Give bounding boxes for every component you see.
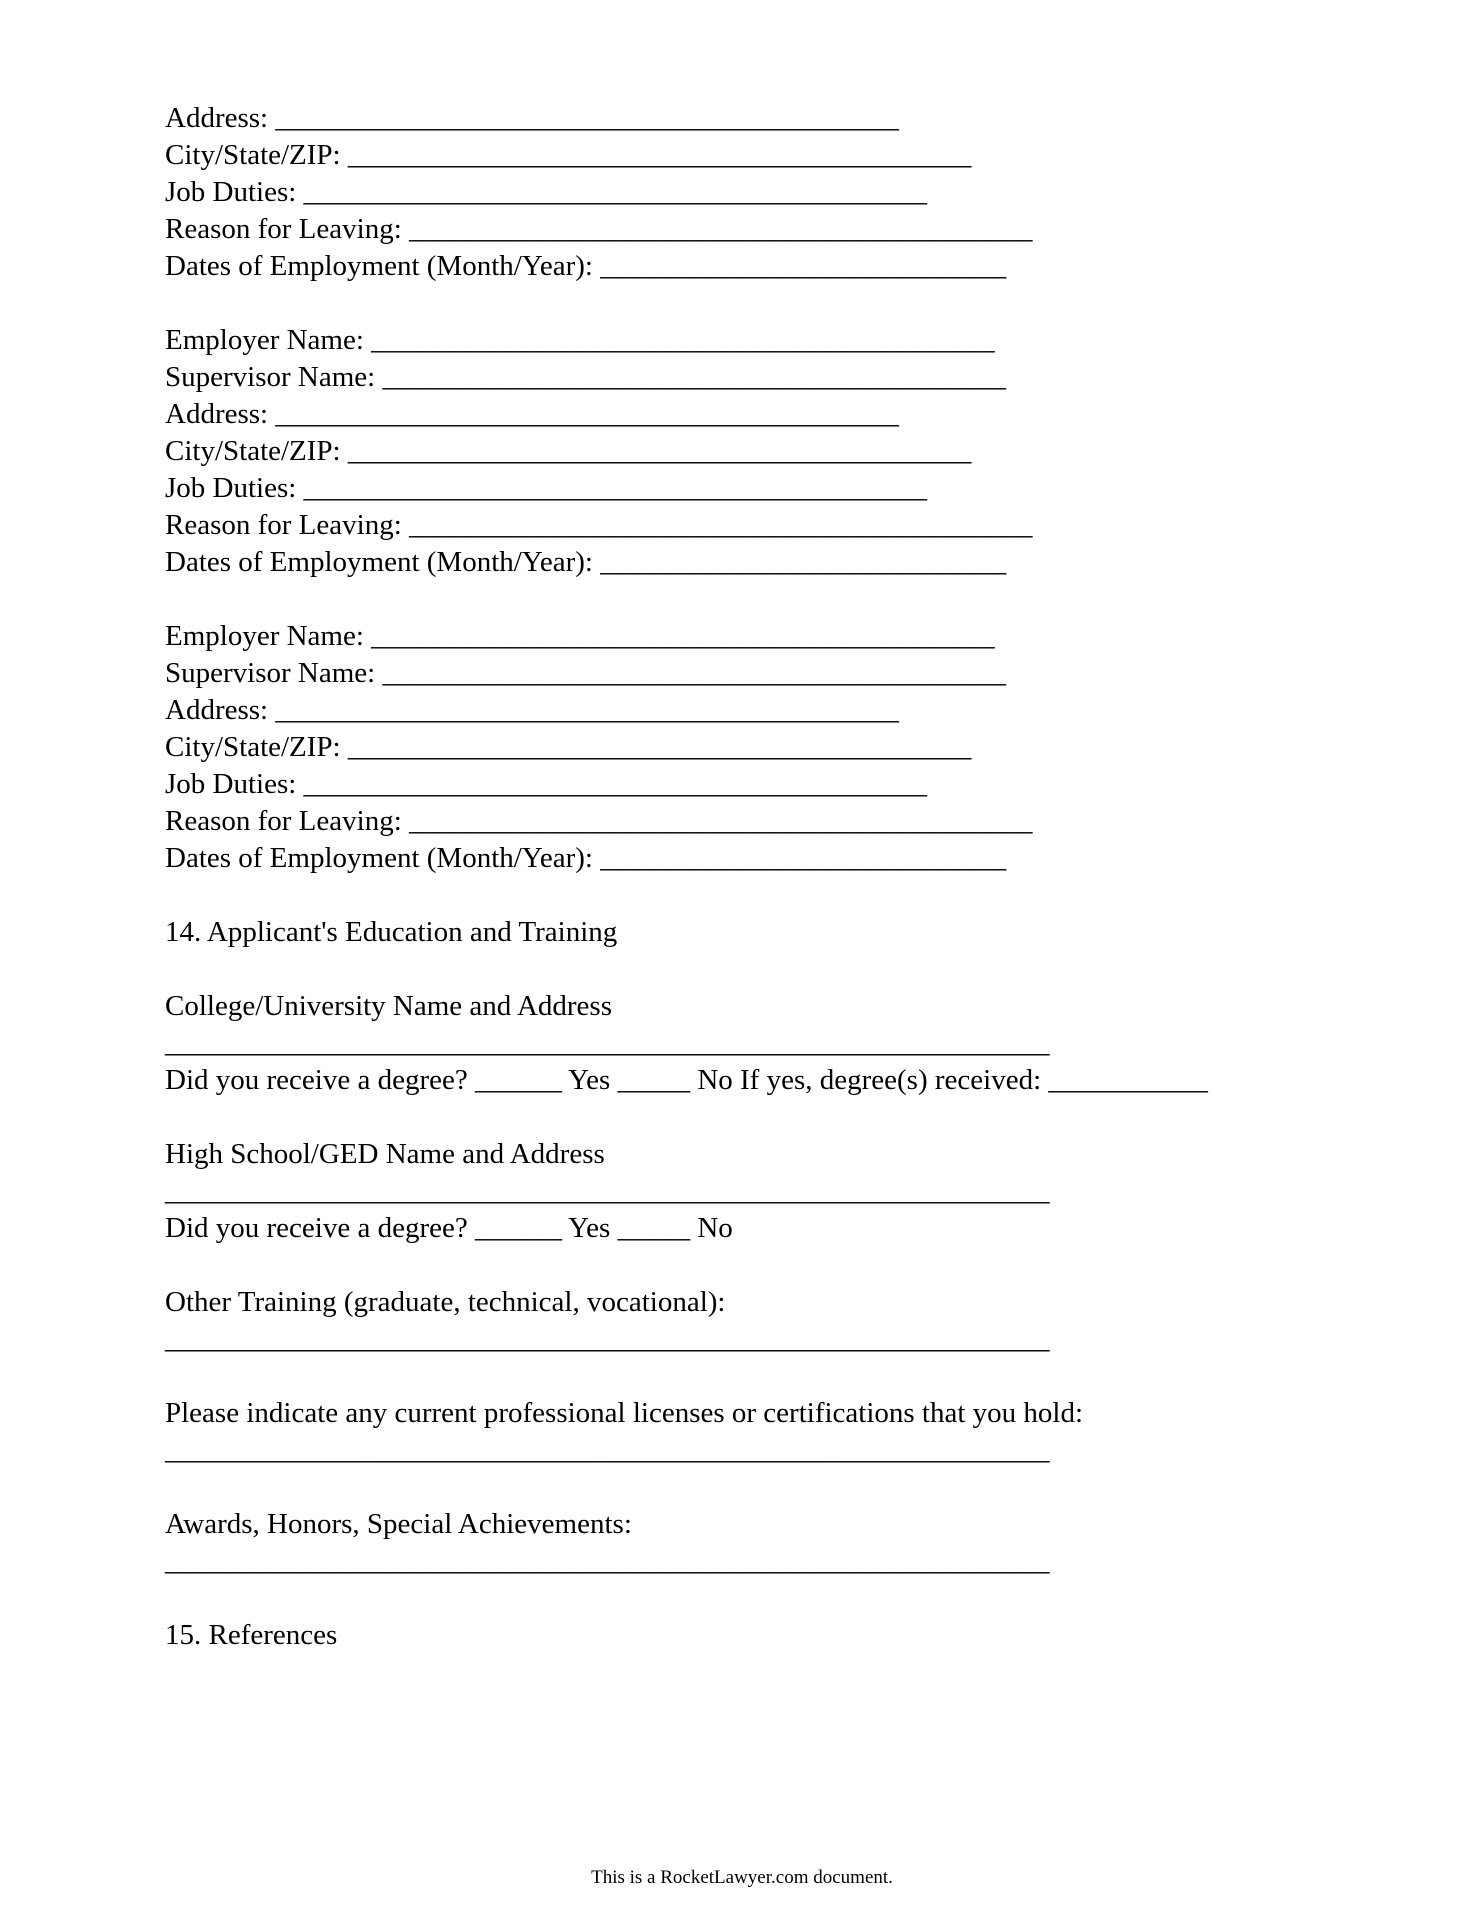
dates-of-employment-field[interactable]: Dates of Employment (Month/Year): ____________________________ [165,842,1007,874]
reason-for-leaving-field[interactable]: Reason for Leaving: ___________________________________________ [165,805,1033,837]
employer-block-3 [165,618,1345,877]
dates-of-employment-field[interactable]: Dates of Employment (Month/Year): ____________________________ [165,546,1007,578]
spacer [165,581,1345,618]
other-training-label: Other Training (graduate, technical, vocational): [165,1286,726,1318]
employer-block-1 [165,100,1345,285]
supervisor-name-field[interactable]: Supervisor Name: ___________________________________________ [165,657,1006,689]
supervisor-name-field[interactable]: Supervisor Name: ___________________________________________ [165,361,1006,393]
spacer [165,1469,1345,1506]
awards-blank-field[interactable]: _____________________________________________________________ [165,1545,1050,1577]
employer-name-field[interactable]: Employer Name: ___________________________________________ [165,620,995,652]
reason-for-leaving-field[interactable]: Reason for Leaving: ___________________________________________ [165,509,1033,541]
address-field[interactable]: Address: ___________________________________________ [165,102,899,134]
references-section [165,1617,1345,1654]
licenses-blank-field[interactable]: _____________________________________________________________ [165,1434,1050,1466]
dates-of-employment-field[interactable]: Dates of Employment (Month/Year): ____________________________ [165,250,1007,282]
high-school-label: High School/GED Name and Address [165,1138,605,1170]
job-duties-field[interactable]: Job Duties: ___________________________________________ [165,176,928,208]
spacer [165,1247,1345,1284]
form-content [165,100,1345,1654]
college-label: College/University Name and Address [165,990,612,1022]
licenses-label: Please indicate any current professional licenses or certifications that you hold: [165,1397,1084,1429]
spacer [165,285,1345,322]
page-footer: This is a RocketLawyer.com document. [591,1867,893,1888]
job-duties-field[interactable]: Job Duties: ___________________________________________ [165,768,928,800]
spacer [165,1580,1345,1617]
high-school-blank-field[interactable]: _____________________________________________________________ [165,1175,1050,1207]
section-heading-references: 15. References [165,1619,338,1651]
spacer [165,1358,1345,1395]
city-state-zip-field[interactable]: City/State/ZIP: ___________________________________________ [165,435,972,467]
college-degree-question[interactable]: Did you receive a degree? ______ Yes _____ No If yes, degree(s) received: ___________ [165,1064,1208,1096]
reason-for-leaving-field[interactable]: Reason for Leaving: ___________________________________________ [165,213,1033,245]
spacer [165,951,1345,988]
employer-block-2 [165,322,1345,581]
section-heading-education: 14. Applicant's Education and Training [165,916,618,948]
city-state-zip-field[interactable]: City/State/ZIP: ___________________________________________ [165,731,972,763]
address-field[interactable]: Address: ___________________________________________ [165,398,899,430]
city-state-zip-field[interactable]: City/State/ZIP: ___________________________________________ [165,139,972,171]
employer-name-field[interactable]: Employer Name: ___________________________________________ [165,324,995,356]
other-training-blank-field[interactable]: _____________________________________________________________ [165,1323,1050,1355]
spacer [165,877,1345,914]
address-field[interactable]: Address: ___________________________________________ [165,694,899,726]
awards-label: Awards, Honors, Special Achievements: [165,1508,632,1540]
job-duties-field[interactable]: Job Duties: ___________________________________________ [165,472,928,504]
education-section [165,914,1345,1580]
spacer [165,1099,1345,1136]
high-school-degree-question[interactable]: Did you receive a degree? ______ Yes _____ No [165,1212,733,1244]
college-blank-field[interactable]: _____________________________________________________________ [165,1027,1050,1059]
